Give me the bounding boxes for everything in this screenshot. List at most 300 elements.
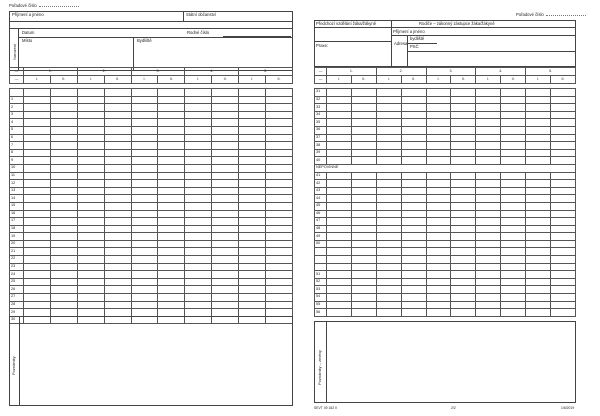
grade-cell[interactable]	[551, 157, 576, 165]
grade-cell[interactable]	[212, 294, 239, 302]
grade-cell[interactable]	[131, 187, 158, 195]
grade-cell[interactable]	[376, 240, 401, 248]
grade-cell[interactable]	[327, 104, 352, 112]
grade-cell[interactable]	[50, 187, 77, 195]
grade-cell[interactable]	[158, 240, 185, 248]
grade-cell[interactable]	[239, 240, 266, 248]
grade-cell[interactable]	[476, 294, 501, 302]
grade-cell[interactable]	[77, 187, 104, 195]
grade-cell[interactable]	[451, 286, 476, 294]
grade-cell[interactable]	[24, 278, 51, 286]
grade-cell[interactable]	[526, 240, 551, 248]
grade-cell[interactable]	[451, 240, 476, 248]
grade-cell[interactable]	[451, 225, 476, 233]
grade-cell[interactable]	[77, 111, 104, 119]
grade-cell[interactable]	[239, 248, 266, 256]
grade-cell[interactable]	[266, 240, 293, 248]
grade-cell[interactable]	[185, 187, 212, 195]
grade-cell[interactable]	[239, 256, 266, 264]
grade-cell[interactable]	[24, 271, 51, 279]
grade-cell[interactable]	[526, 142, 551, 150]
grade-cell[interactable]	[376, 96, 401, 104]
grade-cell[interactable]	[526, 157, 551, 165]
grade-cell[interactable]	[501, 271, 526, 279]
grade-cell[interactable]	[551, 187, 576, 195]
grade-cell[interactable]	[158, 164, 185, 172]
grade-cell[interactable]	[239, 157, 266, 165]
grade-cell[interactable]	[266, 233, 293, 241]
grade-cell[interactable]	[50, 119, 77, 127]
grade-cell[interactable]	[551, 89, 576, 97]
grade-cell[interactable]	[104, 134, 131, 142]
grade-cell[interactable]	[401, 210, 426, 218]
grade-cell[interactable]	[131, 286, 158, 294]
grade-cell[interactable]	[327, 263, 352, 271]
grade-cell[interactable]	[476, 256, 501, 264]
grade-cell[interactable]	[351, 149, 376, 157]
grade-cell[interactable]	[351, 278, 376, 286]
grade-cell[interactable]	[158, 233, 185, 241]
grade-cell[interactable]	[501, 240, 526, 248]
grade-cell[interactable]	[351, 263, 376, 271]
grade-cell[interactable]	[376, 248, 401, 256]
grade-cell[interactable]	[266, 104, 293, 112]
grade-cell[interactable]	[476, 210, 501, 218]
grade-cell[interactable]	[351, 157, 376, 165]
grade-cell[interactable]	[212, 157, 239, 165]
grade-cell[interactable]	[451, 157, 476, 165]
grade-cell[interactable]	[327, 142, 352, 150]
grade-cell[interactable]	[77, 210, 104, 218]
grade-cell[interactable]	[526, 301, 551, 309]
grade-cell[interactable]	[24, 202, 51, 210]
grade-cell[interactable]	[239, 111, 266, 119]
grade-cell[interactable]	[351, 248, 376, 256]
grade-cell[interactable]	[501, 134, 526, 142]
grade-cell[interactable]	[401, 309, 426, 317]
grade-cell[interactable]	[401, 157, 426, 165]
grade-cell[interactable]	[327, 172, 352, 180]
grade-cell[interactable]	[266, 256, 293, 264]
grade-cell[interactable]	[327, 157, 352, 165]
grade-cell[interactable]	[376, 126, 401, 134]
grade-cell[interactable]	[24, 286, 51, 294]
grade-cell[interactable]	[426, 202, 451, 210]
grade-cell[interactable]	[212, 271, 239, 279]
grade-cell[interactable]	[24, 172, 51, 180]
grade-cell[interactable]	[327, 180, 352, 188]
grade-cell[interactable]	[24, 149, 51, 157]
grade-cell[interactable]	[104, 256, 131, 264]
grade-cell[interactable]	[476, 248, 501, 256]
grade-cell[interactable]	[50, 195, 77, 203]
grade-cell[interactable]	[104, 202, 131, 210]
grade-cell[interactable]	[212, 256, 239, 264]
grade-cell[interactable]	[501, 157, 526, 165]
grade-cell[interactable]	[526, 218, 551, 226]
grade-cell[interactable]	[351, 187, 376, 195]
grade-cell[interactable]	[185, 240, 212, 248]
grade-cell[interactable]	[401, 142, 426, 150]
grade-cell[interactable]	[526, 263, 551, 271]
grade-cell[interactable]	[50, 149, 77, 157]
grade-cell[interactable]	[501, 119, 526, 127]
grade-cell[interactable]	[104, 294, 131, 302]
grade-cell[interactable]	[501, 301, 526, 309]
grade-cell[interactable]	[476, 187, 501, 195]
grade-cell[interactable]	[239, 263, 266, 271]
grade-cell[interactable]	[50, 111, 77, 119]
grade-cell[interactable]	[426, 309, 451, 317]
grade-cell[interactable]	[526, 126, 551, 134]
grade-cell[interactable]	[104, 271, 131, 279]
grade-cell[interactable]	[401, 271, 426, 279]
grade-cell[interactable]	[526, 248, 551, 256]
grade-cell[interactable]	[131, 294, 158, 302]
grade-cell[interactable]	[426, 256, 451, 264]
grade-cell[interactable]	[212, 218, 239, 226]
grade-cell[interactable]	[401, 195, 426, 203]
grade-cell[interactable]	[526, 187, 551, 195]
grade-cell[interactable]	[131, 218, 158, 226]
grade-cell[interactable]	[212, 89, 239, 97]
grade-cell[interactable]	[239, 294, 266, 302]
grade-cell[interactable]	[376, 271, 401, 279]
grade-cell[interactable]	[239, 134, 266, 142]
grade-cell[interactable]	[131, 111, 158, 119]
grade-cell[interactable]	[501, 96, 526, 104]
grade-cell[interactable]	[266, 301, 293, 309]
grade-cell[interactable]	[426, 134, 451, 142]
grade-cell[interactable]	[376, 187, 401, 195]
grade-cell[interactable]	[50, 256, 77, 264]
grade-cell[interactable]	[185, 278, 212, 286]
grade-cell[interactable]	[50, 278, 77, 286]
grade-cell[interactable]	[158, 225, 185, 233]
grade-cell[interactable]	[239, 172, 266, 180]
grade-cell[interactable]	[327, 240, 352, 248]
grade-cell[interactable]	[158, 278, 185, 286]
grade-cell[interactable]	[501, 142, 526, 150]
grade-cell[interactable]	[501, 149, 526, 157]
grade-cell[interactable]	[104, 89, 131, 97]
grade-cell[interactable]	[239, 195, 266, 203]
grade-cell[interactable]	[77, 164, 104, 172]
grade-cell[interactable]	[24, 210, 51, 218]
grade-cell[interactable]	[351, 309, 376, 317]
grade-cell[interactable]	[131, 96, 158, 104]
grade-cell[interactable]	[426, 248, 451, 256]
grade-cell[interactable]	[104, 142, 131, 150]
grade-cell[interactable]	[77, 248, 104, 256]
grade-cell[interactable]	[266, 218, 293, 226]
grade-cell[interactable]	[426, 240, 451, 248]
grade-cell[interactable]	[239, 149, 266, 157]
grade-cell[interactable]	[77, 294, 104, 302]
grade-cell[interactable]	[476, 195, 501, 203]
grade-cell[interactable]	[77, 256, 104, 264]
grade-cell[interactable]	[185, 218, 212, 226]
grade-cell[interactable]	[376, 286, 401, 294]
grade-cell[interactable]	[158, 157, 185, 165]
grade-cell[interactable]	[131, 233, 158, 241]
grade-cell[interactable]	[451, 96, 476, 104]
grade-cell[interactable]	[327, 187, 352, 195]
grade-cell[interactable]	[266, 263, 293, 271]
grade-cell[interactable]	[476, 104, 501, 112]
grade-cell[interactable]	[351, 180, 376, 188]
grade-cell[interactable]	[104, 225, 131, 233]
grade-cell[interactable]	[266, 172, 293, 180]
grade-cell[interactable]	[158, 271, 185, 279]
grade-cell[interactable]	[551, 210, 576, 218]
grade-cell[interactable]	[50, 210, 77, 218]
grade-cell[interactable]	[327, 126, 352, 134]
grade-cell[interactable]	[239, 218, 266, 226]
grade-cell[interactable]	[376, 134, 401, 142]
grade-cell[interactable]	[551, 142, 576, 150]
grade-cell[interactable]	[327, 294, 352, 302]
grade-cell[interactable]	[104, 126, 131, 134]
grade-cell[interactable]	[239, 278, 266, 286]
grade-cell[interactable]	[77, 142, 104, 150]
grade-cell[interactable]	[50, 164, 77, 172]
grade-cell[interactable]	[451, 187, 476, 195]
grade-cell[interactable]	[501, 294, 526, 302]
grade-cell[interactable]	[451, 263, 476, 271]
grade-cell[interactable]	[551, 263, 576, 271]
grade-cell[interactable]	[451, 309, 476, 317]
grade-cell[interactable]	[77, 104, 104, 112]
grade-cell[interactable]	[351, 233, 376, 241]
grade-cell[interactable]	[451, 218, 476, 226]
grade-cell[interactable]	[426, 294, 451, 302]
grade-cell[interactable]	[476, 225, 501, 233]
grade-cell[interactable]	[426, 301, 451, 309]
grade-cell[interactable]	[551, 271, 576, 279]
grade-cell[interactable]	[376, 195, 401, 203]
grade-cell[interactable]	[158, 286, 185, 294]
grade-cell[interactable]	[451, 256, 476, 264]
grade-cell[interactable]	[77, 278, 104, 286]
grade-cell[interactable]	[50, 157, 77, 165]
grade-cell[interactable]	[376, 149, 401, 157]
grade-cell[interactable]	[526, 309, 551, 317]
grade-cell[interactable]	[131, 134, 158, 142]
grade-cell[interactable]	[526, 256, 551, 264]
grade-cell[interactable]	[426, 225, 451, 233]
grade-cell[interactable]	[376, 104, 401, 112]
grade-cell[interactable]	[351, 134, 376, 142]
grade-cell[interactable]	[401, 119, 426, 127]
grade-cell[interactable]	[526, 119, 551, 127]
grade-cell[interactable]	[476, 218, 501, 226]
grade-cell[interactable]	[551, 149, 576, 157]
grade-cell[interactable]	[185, 134, 212, 142]
grade-cell[interactable]	[212, 142, 239, 150]
grade-cell[interactable]	[401, 278, 426, 286]
grade-cell[interactable]	[327, 210, 352, 218]
grade-cell[interactable]	[327, 256, 352, 264]
grade-cell[interactable]	[376, 263, 401, 271]
grade-cell[interactable]	[351, 172, 376, 180]
grade-cell[interactable]	[24, 134, 51, 142]
grade-cell[interactable]	[158, 111, 185, 119]
grade-cell[interactable]	[401, 294, 426, 302]
grade-cell[interactable]	[551, 225, 576, 233]
grade-cell[interactable]	[131, 126, 158, 134]
grade-cell[interactable]	[426, 286, 451, 294]
grade-cell[interactable]	[327, 89, 352, 97]
grade-cell[interactable]	[266, 202, 293, 210]
grade-cell[interactable]	[351, 119, 376, 127]
grade-cell[interactable]	[327, 149, 352, 157]
grade-cell[interactable]	[77, 149, 104, 157]
grade-cell[interactable]	[131, 210, 158, 218]
grade-cell[interactable]	[526, 172, 551, 180]
grade-cell[interactable]	[24, 301, 51, 309]
grade-cell[interactable]	[351, 104, 376, 112]
grade-cell[interactable]	[451, 278, 476, 286]
grade-cell[interactable]	[401, 104, 426, 112]
grade-cell[interactable]	[476, 126, 501, 134]
grade-cell[interactable]	[50, 180, 77, 188]
grade-cell[interactable]	[50, 104, 77, 112]
grade-cell[interactable]	[158, 210, 185, 218]
grade-cell[interactable]	[501, 248, 526, 256]
grade-cell[interactable]	[131, 256, 158, 264]
grade-cell[interactable]	[551, 248, 576, 256]
grade-cell[interactable]	[327, 202, 352, 210]
grade-cell[interactable]	[158, 195, 185, 203]
grade-cell[interactable]	[158, 104, 185, 112]
grade-cell[interactable]	[158, 218, 185, 226]
grade-cell[interactable]	[551, 119, 576, 127]
grade-cell[interactable]	[351, 210, 376, 218]
grade-cell[interactable]	[24, 164, 51, 172]
grade-cell[interactable]	[266, 157, 293, 165]
grade-cell[interactable]	[158, 149, 185, 157]
grade-cell[interactable]	[351, 271, 376, 279]
grade-cell[interactable]	[212, 180, 239, 188]
grade-cell[interactable]	[239, 187, 266, 195]
grade-cell[interactable]	[104, 96, 131, 104]
grade-cell[interactable]	[501, 233, 526, 241]
grade-cell[interactable]	[77, 180, 104, 188]
grade-cell[interactable]	[212, 134, 239, 142]
grade-cell[interactable]	[131, 149, 158, 157]
grade-cell[interactable]	[158, 263, 185, 271]
grade-cell[interactable]	[426, 195, 451, 203]
grade-cell[interactable]	[476, 271, 501, 279]
grade-cell[interactable]	[50, 263, 77, 271]
grade-cell[interactable]	[327, 286, 352, 294]
grade-cell[interactable]	[24, 96, 51, 104]
grade-cell[interactable]	[158, 172, 185, 180]
grade-cell[interactable]	[476, 202, 501, 210]
grade-cell[interactable]	[551, 309, 576, 317]
grade-cell[interactable]	[212, 187, 239, 195]
grade-cell[interactable]	[185, 104, 212, 112]
grade-cell[interactable]	[131, 248, 158, 256]
grade-cell[interactable]	[476, 157, 501, 165]
grade-cell[interactable]	[239, 142, 266, 150]
grade-cell[interactable]	[501, 180, 526, 188]
grade-cell[interactable]	[104, 104, 131, 112]
grade-cell[interactable]	[476, 278, 501, 286]
grade-cell[interactable]	[266, 187, 293, 195]
grade-cell[interactable]	[104, 286, 131, 294]
grade-cell[interactable]	[104, 278, 131, 286]
grade-cell[interactable]	[501, 195, 526, 203]
grade-cell[interactable]	[239, 126, 266, 134]
grade-cell[interactable]	[50, 240, 77, 248]
grade-cell[interactable]	[351, 202, 376, 210]
grade-cell[interactable]	[401, 134, 426, 142]
grade-cell[interactable]	[401, 202, 426, 210]
grade-cell[interactable]	[351, 111, 376, 119]
grade-cell[interactable]	[104, 210, 131, 218]
grade-cell[interactable]	[104, 180, 131, 188]
grade-cell[interactable]	[239, 96, 266, 104]
grade-cell[interactable]	[131, 164, 158, 172]
grade-cell[interactable]	[526, 210, 551, 218]
grade-cell[interactable]	[185, 149, 212, 157]
grade-cell[interactable]	[131, 271, 158, 279]
grade-cell[interactable]	[426, 157, 451, 165]
grade-cell[interactable]	[501, 278, 526, 286]
grade-cell[interactable]	[104, 119, 131, 127]
grade-cell[interactable]	[266, 180, 293, 188]
grade-cell[interactable]	[212, 202, 239, 210]
grade-cell[interactable]	[185, 126, 212, 134]
grade-cell[interactable]	[24, 187, 51, 195]
grade-cell[interactable]	[239, 286, 266, 294]
grade-cell[interactable]	[401, 126, 426, 134]
grade-cell[interactable]	[376, 233, 401, 241]
grade-cell[interactable]	[376, 89, 401, 97]
grade-cell[interactable]	[401, 89, 426, 97]
grade-cell[interactable]	[50, 126, 77, 134]
grade-cell[interactable]	[551, 195, 576, 203]
grade-cell[interactable]	[376, 180, 401, 188]
grade-cell[interactable]	[24, 256, 51, 264]
grade-cell[interactable]	[131, 301, 158, 309]
grade-cell[interactable]	[266, 126, 293, 134]
grade-cell[interactable]	[239, 164, 266, 172]
grade-cell[interactable]	[185, 286, 212, 294]
grade-cell[interactable]	[551, 240, 576, 248]
grade-cell[interactable]	[24, 218, 51, 226]
grade-cell[interactable]	[451, 195, 476, 203]
grade-cell[interactable]	[185, 142, 212, 150]
grade-cell[interactable]	[351, 195, 376, 203]
grade-cell[interactable]	[50, 286, 77, 294]
grade-cell[interactable]	[451, 172, 476, 180]
grade-cell[interactable]	[212, 210, 239, 218]
grade-cell[interactable]	[476, 111, 501, 119]
grade-cell[interactable]	[526, 149, 551, 157]
grade-cell[interactable]	[426, 263, 451, 271]
grade-cell[interactable]	[476, 149, 501, 157]
grade-cell[interactable]	[476, 119, 501, 127]
grade-cell[interactable]	[239, 233, 266, 241]
grade-cell[interactable]	[426, 180, 451, 188]
grade-cell[interactable]	[426, 111, 451, 119]
grade-cell[interactable]	[50, 89, 77, 97]
grade-cell[interactable]	[239, 180, 266, 188]
grade-cell[interactable]	[551, 172, 576, 180]
